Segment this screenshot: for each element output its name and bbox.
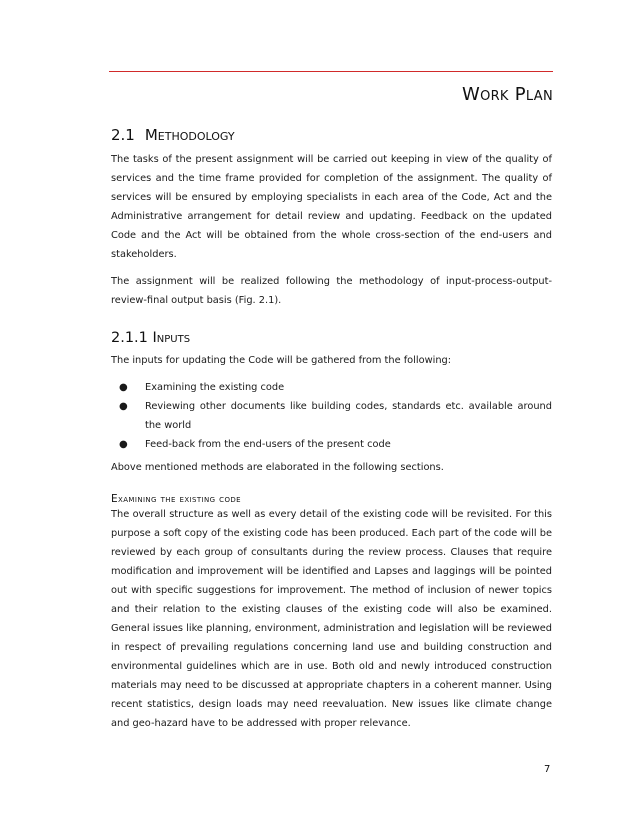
list-item: ● Reviewing other documents like building codes, standards etc. available around the world xyxy=(111,397,552,435)
subsection-heading xyxy=(111,330,552,346)
header-rule xyxy=(109,71,553,72)
methodology-paragraph-2: The assignment will be realized following the methodology of input-process-output-review-final output basis (Fig. 2.1). xyxy=(111,276,552,306)
page-number: 7 xyxy=(544,764,551,775)
examining-paragraph: The overall structure as well as every detail of the existing code will be revisited. For this purpose a soft copy of the existing code has been produced. Each part of the code will be reviewed by each group of consultants during the review process. Clauses that require modification and improvement will be identified and Lapses and laggings will be pointed out with specific suggestions for improvement. The method of inclusion of newer topics and their relation to the existing clauses of the existing code will also be examined. General issues like planning, environment, administration and legislation will be reviewed in respect of prevailing regulations concerning land use and building construction and environmental guidelines which are in use. Both old and newly introduced construction materials may need to be discussed at appropriate chapters in a coherent manner. Using recent statistics, design loads may need reevaluation. New issues like climate change and geo-hazard have to be addressed with proper relevance. xyxy=(111,509,552,729)
section-heading xyxy=(111,126,552,144)
section-number: 2.1 xyxy=(111,126,135,144)
inputs-list xyxy=(111,378,552,454)
list-item: ● Examining the existing code xyxy=(111,378,552,397)
bullet-icon: ● xyxy=(119,382,128,393)
subsection-number: 2.1.1 xyxy=(111,330,148,346)
inputs-outro: Above mentioned methods are elaborated in the following sections. xyxy=(111,462,444,473)
chapter-title: Work Plan xyxy=(461,84,553,105)
bullet-icon: ● xyxy=(119,401,128,412)
bullet-icon: ● xyxy=(119,439,128,450)
methodology-paragraph-1: The tasks of the present assignment will be carried out keeping in view of the quality of services and the time frame provided for completion of the assignment. The quality of services will be ensured by employing specialists in each area of the Code, Act and the Administrative arrangement for detail review and updating. Feedback on the updated Code and the Act will be obtained from the whole cross-section of the end-users and stakeholders. xyxy=(111,154,552,260)
subsection-title: Inputs xyxy=(152,330,191,346)
minor-section-heading: Examining the existing code xyxy=(111,493,241,505)
inputs-intro: The inputs for updating the Code will be gathered from the following: xyxy=(111,355,452,366)
section-title: Methodology xyxy=(144,126,235,144)
list-item: ● Feed-back from the end-users of the present code xyxy=(111,435,552,454)
page-body xyxy=(111,126,552,733)
